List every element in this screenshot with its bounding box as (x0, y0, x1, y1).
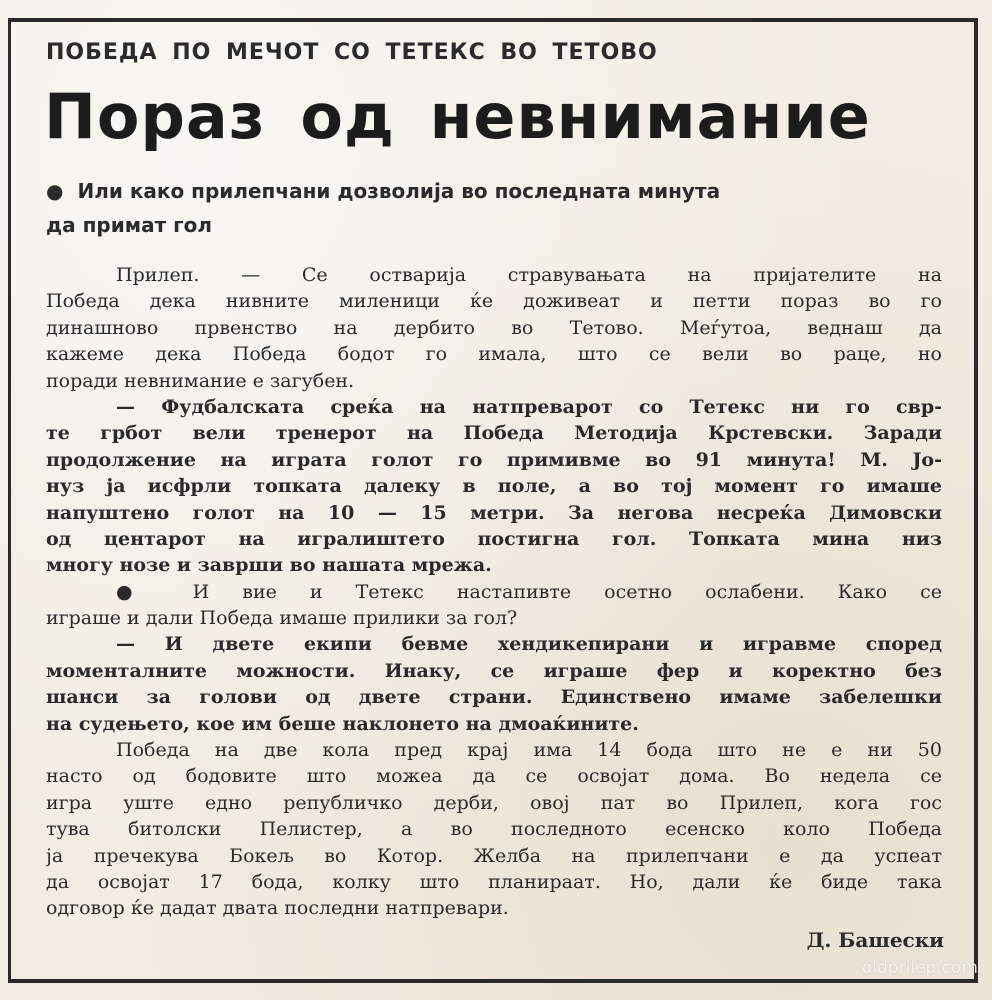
kicker-headline: ПОБЕДА ПО МЕЧОТ СО ТЕТЕКС ВО ТЕТОВО (46, 40, 658, 65)
body-line: нуз ја исфрли топката далеку в поле, а во тој момент го имаше (46, 475, 942, 498)
body-line: на судењето, кое им беше наклонето на дмоаќините. (46, 712, 639, 735)
body-line: игра уште едно републичко дерби, овој пат во Прилеп, кога гос (46, 791, 942, 814)
body-line: Победа дека нивните миленици ќе доживеат и петти пораз во го (46, 290, 942, 313)
body-line: одговор ќе дадат двата последни натпревари. (46, 897, 509, 920)
body-line: напуштено голот на 10 — 15 метри. За негова несреќа Димовски (46, 501, 942, 524)
deck-line (46, 174, 866, 208)
body-line: Прилеп. — Се остварија стравувањата на пријателите на (116, 264, 942, 286)
bullet-icon: ● (46, 179, 64, 203)
body-line: продолжение на играта голот го примивме во 91 минута! М. Јо- (46, 448, 942, 471)
deck-text: Или како прилепчани дозволија во последната минута (77, 179, 721, 203)
body-line: тува битолски Пелистер, а во последното есенско коло Победа (46, 818, 942, 841)
body-line: — И двете екипи бевме хендикепирани и игравме според (116, 633, 942, 656)
body-line: насто од бодовите што можеа да се освојат дома. Во недела се (46, 765, 942, 788)
body-line: шанси за голови од двете страни. Единствено имаме забелешки (46, 686, 942, 709)
body-line: те грбот вели тренерот на Победа Методија Крстевски. Заради (46, 422, 942, 445)
body-line: моменталните можности. Инаку, се играше фер и коректно без (46, 659, 942, 682)
body-line: кажеме дека Победа бодот го имала, што се вели во раце, но (46, 343, 942, 366)
author-signature: Д. Башески (806, 928, 944, 952)
body-line: ја пречекува Бокељ во Котор. Желба на прилепчани е да успеат (46, 844, 942, 867)
body-line: Победа на две кола пред крај има 14 бода што не е ни 50 (116, 739, 942, 762)
body-line: поради невнимание е загубен. (46, 369, 355, 392)
site-watermark: oldprilep.com (861, 958, 978, 978)
subheadline (46, 174, 866, 242)
body-line: да освојат 17 бода, колку што планираат. Но, дали ќе биде така (46, 870, 942, 893)
body-line: динашново првенство на дербито во Тетово. Меѓутоа, веднаш да (46, 316, 942, 339)
body-line: многу нозе и заврши во нашата мрежа. (46, 554, 492, 577)
body-line: играше и дали Победа имаше прилики за гол? (46, 607, 518, 630)
body-line: ● И вие и Тетекс настапивте осетно ослабени. Како се (116, 580, 942, 603)
body-line: — Фудбалската среќа на натпреварот со Тетекс ни го свр- (116, 395, 942, 418)
article-body (46, 262, 942, 922)
main-headline: Пораз од невнимание (44, 80, 871, 153)
deck-line: да примат гол (46, 213, 212, 237)
body-line: од центарот на игралиштето постигна гол. Топката мина низ (46, 527, 942, 550)
